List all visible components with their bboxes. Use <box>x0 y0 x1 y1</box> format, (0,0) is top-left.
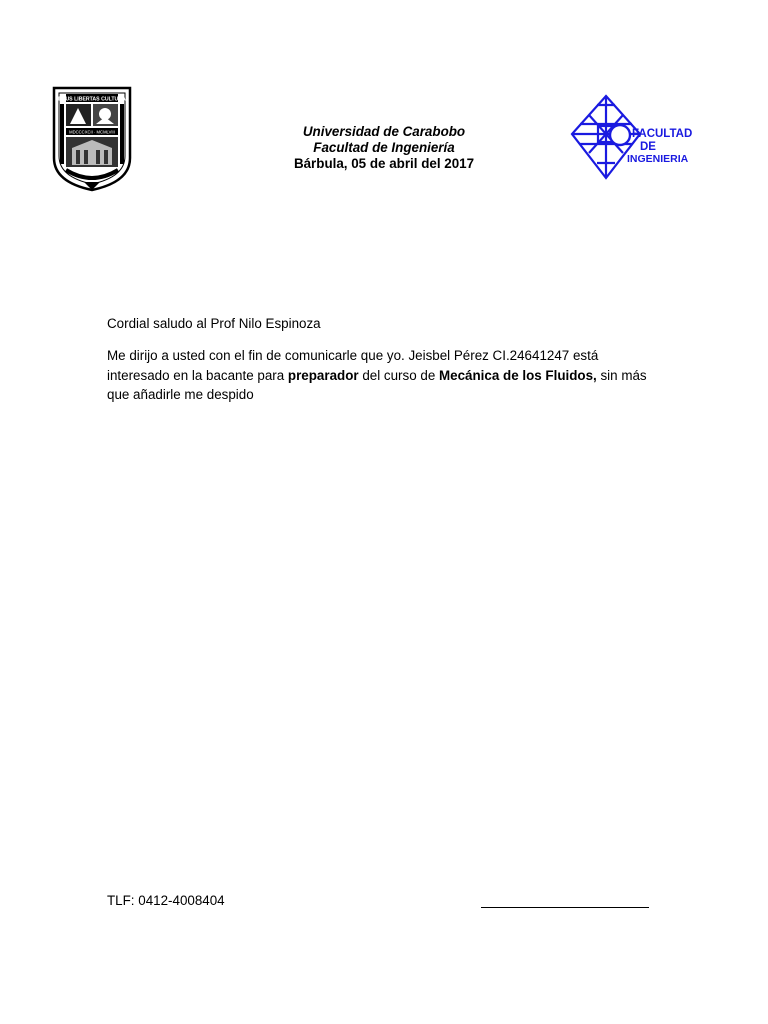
body-text-2: del curso de <box>358 367 439 383</box>
body-text-3: sin más que añadirle me despido <box>107 367 647 402</box>
signature-line <box>481 907 649 908</box>
logo-text-ingenieria: INGENIERIA <box>627 153 689 165</box>
faculty-engineering-logo <box>570 94 692 180</box>
university-name: Universidad de Carabobo <box>302 124 466 139</box>
logo-text-de: DE <box>640 141 656 153</box>
faculty-diamond-icon <box>570 94 692 180</box>
seal-shield-icon <box>52 86 132 192</box>
greeting-line: Cordial saludo al Prof Nilo Espinoza <box>107 316 321 331</box>
body-text-1: Me dirijo a usted con el fin de comunicarle que yo. Jeisbel Pérez CI.24641247 está interesado en la bacante para <box>107 348 599 383</box>
letterhead <box>234 124 534 172</box>
faculty-name: Facultad de Ingeniería <box>313 140 455 155</box>
seal-years: MDCCCXCII · MCMLVIII <box>69 129 115 135</box>
university-seal-logo <box>52 86 132 192</box>
place-date: Bárbula, 05 de abril del 2017 <box>293 156 475 171</box>
letter-body <box>107 346 647 405</box>
seal-motto: DEUS LIBERTAS CULTURA <box>58 96 126 103</box>
body-bold-course: Mecánica de los Fluidos, <box>439 367 597 383</box>
logo-text-facultad: FACULTAD <box>632 128 692 140</box>
phone-number: TLF: 0412-4008404 <box>107 893 225 908</box>
body-bold-position: preparador <box>287 367 359 383</box>
